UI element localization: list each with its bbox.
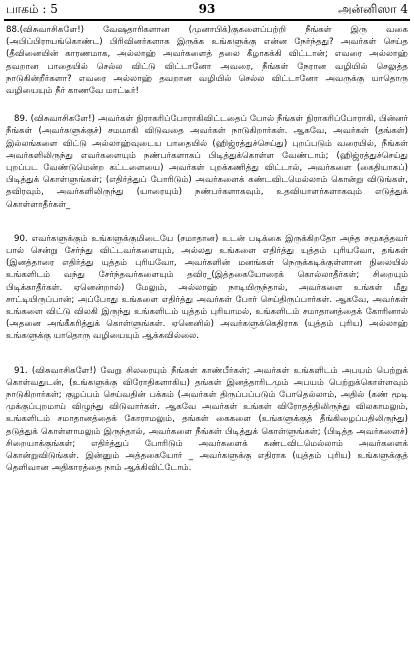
verse-text: (விசுவாசிகளே!) அவர்கள் நிராகரிப்போராகிவிட்டதைப் போல் நீங்கள் நிராகரிப்போராகி, பின்னர் நீங்கள் (அவர்களுக்குச்) சமமாகி விடுவதை அவர்கள் நாடுகிறார்கள். ஆகவே, அவர்கள் (தங்கள்) இல்லங்களை விட்டு அல்லாஹ்வுடைய பாதையில் (ஹிஜ்ரத்துச்செய்து) புறப்படும் வரையில், நீங்கள் அவர்களிலிருந்து எவர்களையும் நண்பர்களாகப் பிடித்துக்கொள்ள வேண்டாம்; (ஹிஜ்ரத்துச்செய்து புறப்பட வேண்டுமென்ற கட்டளையை) அவர்கள் புறக்கணித்து விட்டால், அவர்களை (கைதியாகப்) பிடித்துக் கொள்ளுங்கள்; (எதிர்த்துப் போரிடும்) அவர்களைக் கண்டவிடமெல்லாம் கொன்று விடுங்கள், தவிரவும், அவர்களிலிருந்து (யாரையும்) நண்பர்களாகவும், உதவியாளர்களாகவும் எடுத்துக் கொள்ளாதீர்கள்_ [6, 114, 408, 210]
page-body [6, 24, 408, 475]
verse-number: 89. [14, 114, 28, 125]
page-number: 93 [198, 2, 216, 16]
verse-text: எவர்களுக்கும் உங்களுக்குமிடையே (சமாதான) உடன் படிக்கை இருக்கிறதோ அந்த சமூகத்தவர் பால் சென்று சேர்ந்து விட்டவர்களையும், அல்லது உங்களை எதிர்த்து யுத்தம் புரியவோ, தங்கள் (இனத்தாரை எதிர்த்து யுத்தம் புரியவோ, அவர்களின் மனங்கள் நெருக்கடிக்குள்ளான நிலையில் உங்களிடம் வந்து சேர்ந்தவர்களையும் தவிர_(இத்தகையோரைக் கொல்லாதீர்கள்; சிறையும் பிடிக்காதீர்கள். ஏனென்றால்) மேலும், அல்லாஹ் நாடியிருந்தால், அவர்களை உங்கள் மீது சாட்டியிருப்பான்; அப்போது உங்களை எதிர்த்து அவர்கள் போர் செய்திருப்பார்கள். ஆகவே, அவர்கள் உங்களை விட்டு விலகி இருந்து உங்களிடம் யுத்தம் புரியாமல், உங்களிடம் சமாதானத்தைக் கோரினால் (அதனை அங்கீகரித்துக் கொள்ளுங்கள். ஏனெனில்) அவர்களுக்கெதிராக (யுத்தம் புரிய) அல்லாஹ் உங்களுக்கு யாதொரு வழியையும் ஆக்கவில்லை. [6, 233, 408, 342]
verse-text: (விசுவாசிகளே!) வேஷதாரிகளான (முனாபிக்)குகளைப்பற்றி நீங்கள் இரு வகை (அபிப்பிராயங்கொண்ட) பிரிவினர்களாக இருக்க உங்களுக்கு என்ன நேர்ந்தது? அவர்கள் செய்த (தீவினையின் காரணமாக, அல்லாஹ் அவர்களைத் தலை கீழாகக்கி விட்டான்; எவரை அல்லாஹ் தவறான பாதையில் செல்ல விட்டு விட்டானோ அவரை, நீங்கள் நேரான வழியில் செலுத்த நாடுகின்றீர்களா? எவரை அல்லாஹ் தவறான வழியில் செல்ல விட்டானோ அவருக்கு யாதொரு வழியையும் நீர் காணவே மாட்டீர்! [6, 25, 408, 97]
verse-number: 91. [14, 365, 28, 376]
verse-89 [6, 113, 408, 211]
verse-88 [6, 24, 408, 97]
verse-91 [6, 365, 408, 475]
header-divider [4, 19, 410, 21]
page-header [0, 0, 414, 20]
verse-90 [6, 233, 408, 343]
verse-number: 90. [14, 233, 28, 244]
verse-number: 88. [6, 25, 20, 35]
verse-text: (விசுவாசிகளே!) வேறு சிலரையும் நீங்கள் காண்பீர்கள்; அவர்கள் உங்களிடம் அபயம் பெற்றுக் கொள்வதுடன், (உங்களுக்கு விரோதிகளாகிய) தங்கள் இனத்தாரிடமும் அபயம் பெற்றுக்கொள்ளவும் நாடுகிறார்கள்; குழப்பம் செய்வதின் பக்கம் (அவர்கள் திருப்பப்படும் போதெல்லாம், அதில் (கண் மூடி முக்குப்புறமாய் விழுந்து விடுவார்கள். ஆகவே அவர்கள் உங்கள் விரோதத்திலிருந்து விலகாமலும், உங்களிடம் சமாதானத்தைக் கோராமலும், தங்கள் கைகளை (உங்களுக்குத் தீங்கிழைப்பதிலிருந்து) தடுத்துக் கொள்ளாமலும் இருந்தால், அவர்களை நீங்கள் பிடித்துக் கொள்ளுங்கள்; (பிடித்த அவர்களைச்) சிறையாக்குங்கள்; எதிர்த்துப் போரிடும் அவர்களைக் கண்டவிடமெல்லாம் அவர்களைக் கொன்றுவிடுங்கள். இன்னும் அத்தகையோர் _ அவர்களுக்கு எதிராக (யுத்தம் புரிய) உங்களுக்குத் தெளிவான அதிகாரத்தை நாம் ஆக்கிவிட்டோம். [6, 365, 408, 474]
chapter-title: அன்னிஸா 4 [338, 2, 408, 16]
part-label: பாகம் : 5 [6, 2, 58, 16]
